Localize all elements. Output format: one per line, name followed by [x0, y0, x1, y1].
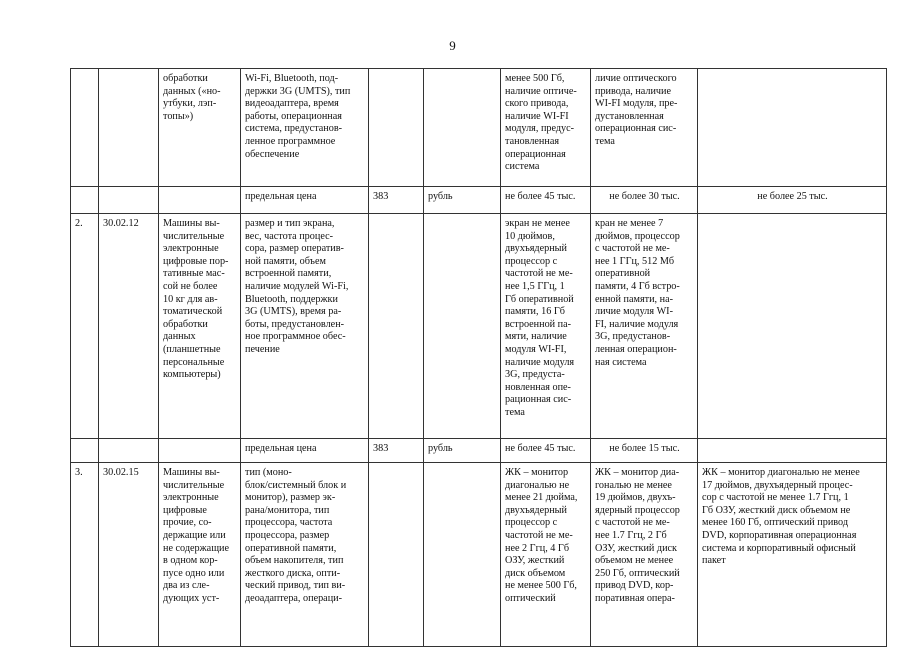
empty-cell [424, 463, 501, 647]
row-number [71, 69, 99, 187]
value-col-9: ЖК – монитор диагональю не менее 17 дюймов, двухъядерный процес- сор с частотой не менее 1.7 Ггц, 1 Гб ОЗУ, жесткий диск объемом не менее 160 Гб, оптический привод DVD, корпоративная операционная система и корпоративный офисный пакет [698, 463, 887, 647]
empty-cell [369, 214, 424, 439]
value-col-8: ЖК – монитор диа- гональю не менее 19 дюймов, двухъ- ядерный процессор с частотой не ме- нее 1.7 Ггц, 2 Гб ОЗУ, жесткий диск объемом не менее 250 Гб, оптический привод DVD, кор- поративная опера- [591, 463, 698, 647]
empty-cell [99, 439, 159, 463]
characteristics: Wi-Fi, Bluetooth, под- держки 3G (UMTS), тип видеоадаптера, время работы, операционная система, предустанов- ленное программное обеспечение [241, 69, 369, 187]
table-row [71, 214, 887, 439]
unit-code: 383 [369, 439, 424, 463]
table-row [71, 69, 887, 187]
value-col-9 [698, 214, 887, 439]
price-label: предельная цена [241, 439, 369, 463]
empty-cell [369, 463, 424, 647]
okpd-code: 30.02.12 [99, 214, 159, 439]
value-col-7: менее 500 Гб, наличие оптиче- ского привода, наличие WI-FI модуля, предус- тановленная операционная система [501, 69, 591, 187]
value-col-7: ЖК – монитор диагональю не менее 21 дюйма, двухъядерный процессор с частотой не ме- нее 2 Ггц, 4 Гб ОЗУ, жесткий диск объемом не менее 500 Гб, оптический [501, 463, 591, 647]
row-number: 2. [71, 214, 99, 439]
table-row [71, 187, 887, 214]
price-value-1: не более 45 тыс. [501, 439, 591, 463]
row-number: 3. [71, 463, 99, 647]
price-value-1: не более 45 тыс. [501, 187, 591, 214]
price-value-2: не более 30 тыс. [591, 187, 698, 214]
price-value-3: не более 25 тыс. [698, 187, 887, 214]
unit-name: рубль [424, 187, 501, 214]
unit-code: 383 [369, 187, 424, 214]
unit-name: рубль [424, 439, 501, 463]
price-value-2: не более 15 тыс. [591, 439, 698, 463]
table-row [71, 463, 887, 647]
item-name: Машины вы- числительные электронные цифровые пор- тативные мас- сой не более 10 кг для ав- томатической обработки данных (планшетные персональные компьютеры) [159, 214, 241, 439]
okpd-code: 30.02.15 [99, 463, 159, 647]
table-row [71, 439, 887, 463]
item-name: Машины вы- числительные электронные цифровые прочие, со- держащие или не содержащие в одном кор- пусе одно или два из сле- дующих уст- [159, 463, 241, 647]
empty-cell [159, 439, 241, 463]
value-col-8: кран не менее 7 дюймов, процессор с частотой не ме- нее 1 ГГц, 512 Мб оперативной памяти, 4 Гб встро- енной памяти, на- личие модуля WI- FI, наличие модуля 3G, предустанов- ленная операцион- ная система [591, 214, 698, 439]
value-col-8: личие оптического привода, наличие WI-FI модуля, пре- дустановленная операционная сис- тема [591, 69, 698, 187]
empty-cell [71, 439, 99, 463]
price-label: предельная цена [241, 187, 369, 214]
empty-cell [71, 187, 99, 214]
item-name: обработки данных («но- утбуки, лэп- топы») [159, 69, 241, 187]
specifications-table [70, 68, 887, 647]
empty-cell [369, 69, 424, 187]
okpd-code [99, 69, 159, 187]
empty-cell [159, 187, 241, 214]
value-col-9 [698, 69, 887, 187]
characteristics: размер и тип экрана, вес, частота процес- сора, размер оператив- ной памяти, объем встроенной памяти, наличие модулей Wi-Fi, Bluetooth, поддержки 3G (UMTS), время ра- боты, предустановлен- ное программное обес- печение [241, 214, 369, 439]
price-value-3 [698, 439, 887, 463]
characteristics: тип (моно- блок/системный блок и монитор), размер эк- рана/монитора, тип процессора, частота процессора, размер оперативной памяти, объем накопителя, тип жесткого диска, опти- ческий привод, тип ви- деоадаптера, операци- [241, 463, 369, 647]
page-number: 9 [449, 38, 456, 53]
empty-cell [424, 214, 501, 439]
empty-cell [99, 187, 159, 214]
empty-cell [424, 69, 501, 187]
value-col-7: экран не менее 10 дюймов, двухъядерный процессор с частотой не ме- нее 1,5 ГГц, 1 Гб оперативной памяти, 16 Гб встроенной па- мяти, наличие модуля WI-FI, наличие модуля 3G, предуста- новленная опе- рационная сис- тема [501, 214, 591, 439]
